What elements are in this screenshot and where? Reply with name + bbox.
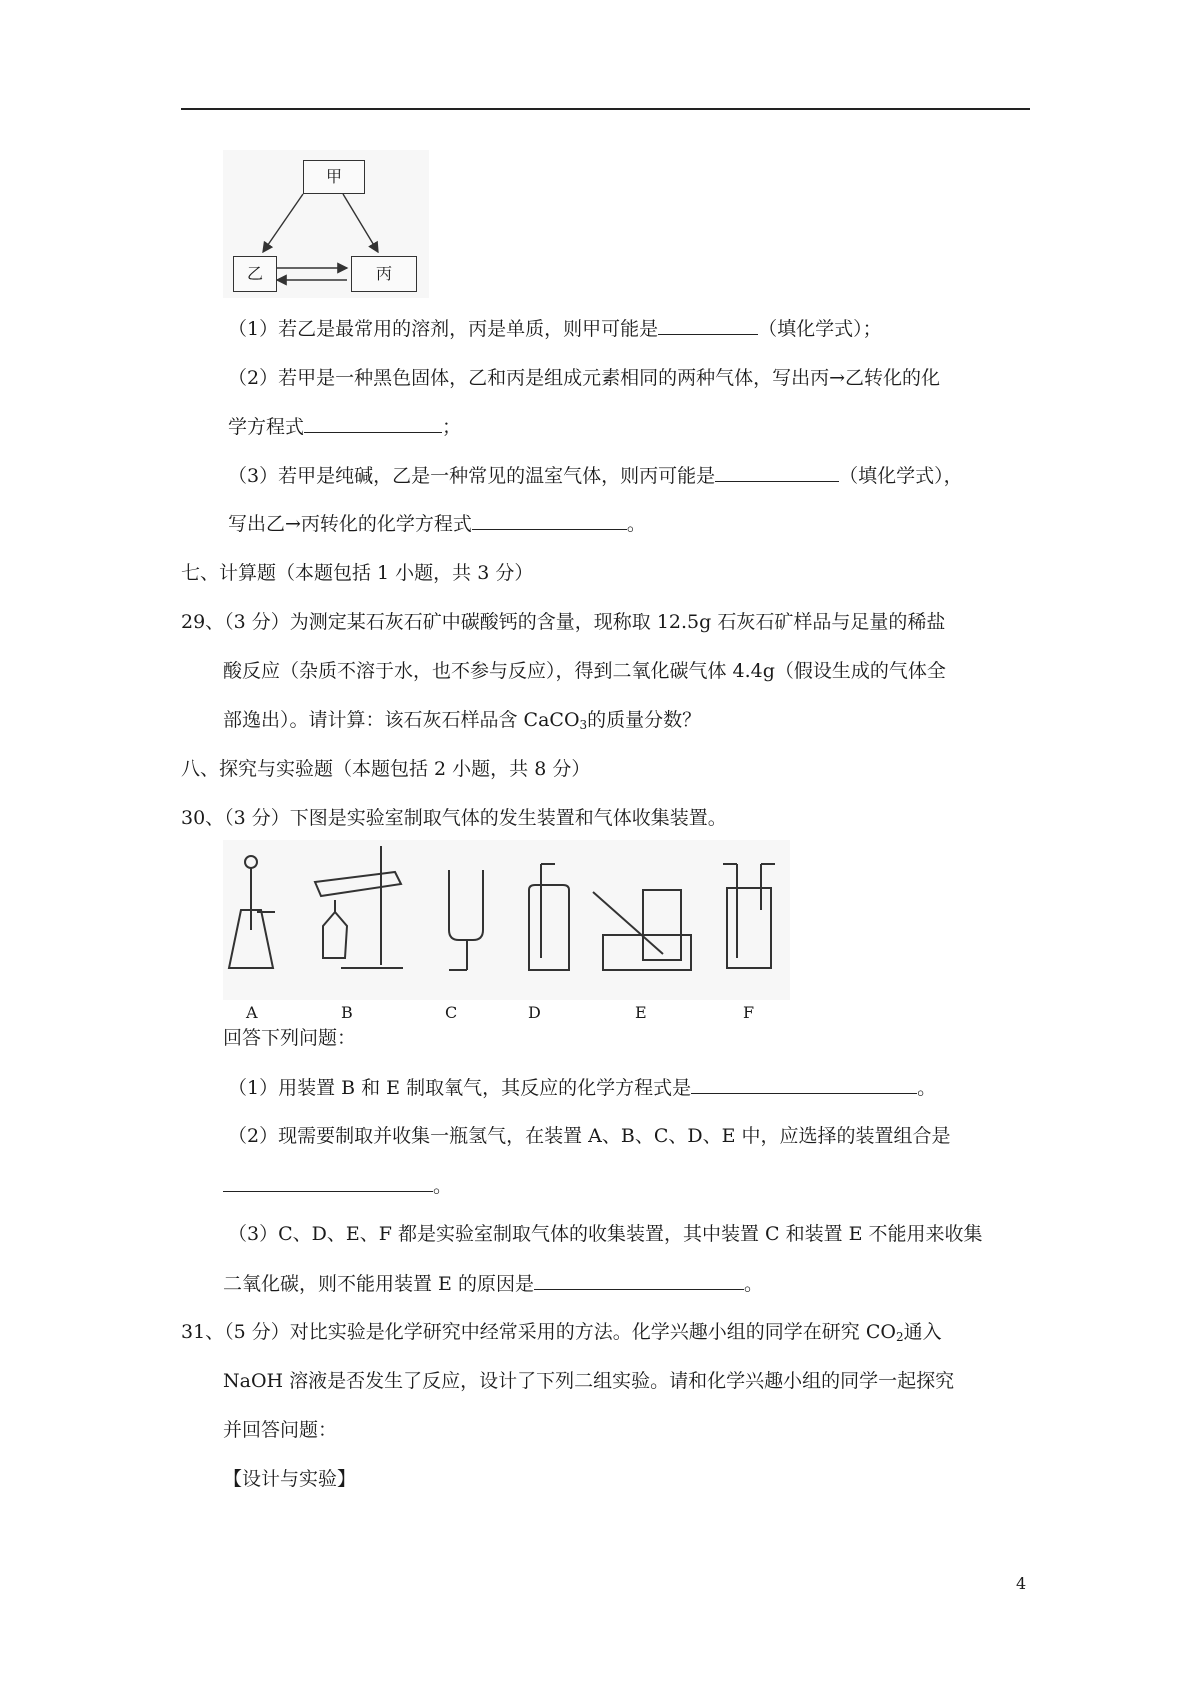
apparatus-label-f: F <box>743 1003 755 1022</box>
apparatus-f <box>723 864 775 968</box>
section-8-heading: 八、探究与实验题（本题包括 2 小题，共 8 分） <box>181 758 591 780</box>
apparatus-a <box>229 856 275 968</box>
q30-part1: （1）用装置 B 和 E 制取氧气，其反应的化学方程式是 。 <box>228 1077 937 1099</box>
q28-part2-line2: 学方程式 ； <box>228 416 462 438</box>
answer-blank[interactable] <box>223 1173 433 1192</box>
apparatus-d <box>529 864 569 970</box>
answer-blank[interactable] <box>534 1271 744 1290</box>
apparatus-e <box>593 890 691 970</box>
q30-part3-line1: （3）C、D、E、F 都是实验室制取气体的收集装置，其中装置 C 和装置 E 不能用来收集 <box>228 1223 983 1245</box>
diagram-box-right: 丙 <box>351 256 417 292</box>
q28-part2-line1: （2）若甲是一种黑色固体，乙和丙是组成元素相同的两种气体，写出丙→乙转化的化 <box>228 367 941 389</box>
q31-line2: NaOH 溶液是否发生了反应，设计了下列二组实验。请和化学兴趣小组的同学一起探究 <box>223 1370 955 1392</box>
answer-blank[interactable] <box>304 414 442 433</box>
q31-design-heading: 【设计与实验】 <box>223 1468 357 1490</box>
q30-part2-line2: 。 <box>223 1173 452 1198</box>
answer-blank[interactable] <box>472 511 627 530</box>
apparatus-label-b: B <box>341 1003 353 1022</box>
apparatus-label-d: D <box>528 1003 541 1022</box>
conversion-diagram <box>223 150 429 298</box>
apparatus-label-a: A <box>246 1003 258 1022</box>
q30-part2-line1: （2）现需要制取并收集一瓶氢气，在装置 A、B、C、D、E 中，应选择的装置组合是 <box>228 1125 951 1147</box>
apparatus-label-e: E <box>635 1003 647 1022</box>
q29-line2: 酸反应（杂质不溶于水，也不参与反应），得到二氧化碳气体 4.4g（假设生成的气体全 <box>223 660 946 682</box>
apparatus-label-c: C <box>445 1003 458 1022</box>
q30-answer-prompt: 回答下列问题： <box>223 1027 357 1049</box>
q30-title: 30、（3 分）下图是实验室制取气体的发生装置和气体收集装置。 <box>181 807 727 829</box>
apparatus-figure <box>223 840 790 1022</box>
apparatus-b <box>315 846 403 968</box>
apparatus-drawings <box>223 840 790 1000</box>
section-7-heading: 七、计算题（本题包括 1 小题，共 3 分） <box>181 562 534 584</box>
q31-line1: 31、（5 分）对比实验是化学研究中经常采用的方法。化学兴趣小组的同学在研究 $CO_2$通入 <box>181 1321 942 1344</box>
page-number: 4 <box>1016 1574 1027 1593</box>
q28-part3-line2: 写出乙→丙转化的化学方程式 。 <box>228 513 646 535</box>
q28-part3-line1: （3）若甲是纯碱，乙是一种常见的温室气体，则丙可能是 （填化学式）， <box>228 465 963 487</box>
answer-blank[interactable] <box>658 316 758 335</box>
diagram-box-top: 甲 <box>303 160 365 194</box>
q29-line1: 29、（3 分）为测定某石灰石矿中碳酸钙的含量，现称取 12.5g 石灰石矿样品与足量的稀盐 <box>181 611 946 633</box>
answer-blank[interactable] <box>691 1075 917 1094</box>
q29-line3: 部逸出）。请计算：该石灰石样品含 CaCO$_3$的质量分数？ <box>223 709 702 732</box>
q30-part3-line2: 二氧化碳，则不能用装置 E 的原因是 。 <box>223 1273 763 1295</box>
header-rule <box>181 108 1030 110</box>
q28-part1: （1）若乙是最常用的溶剂，丙是单质，则甲可能是 （填化学式）； <box>228 318 882 340</box>
q31-line3: 并回答问题： <box>223 1419 338 1441</box>
apparatus-c <box>449 870 483 970</box>
diagram-box-left: 乙 <box>233 256 277 292</box>
answer-blank[interactable] <box>715 463 839 482</box>
